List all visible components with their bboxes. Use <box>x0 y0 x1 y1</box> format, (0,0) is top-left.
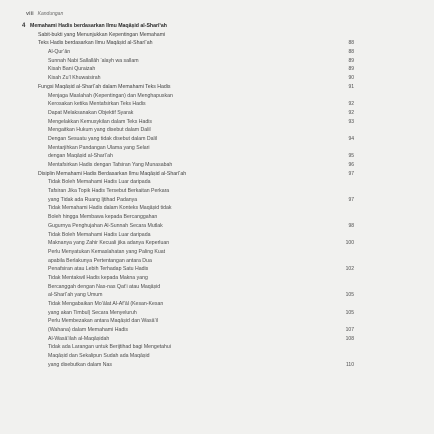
toc-entry <box>22 361 354 370</box>
table-of-contents <box>22 23 354 372</box>
toc-entry <box>22 259 330 266</box>
toc-entry-page: 93 <box>348 118 354 125</box>
toc-entry <box>22 153 354 161</box>
toc-entry-page: 102 <box>345 266 354 273</box>
toc-entry-number: 4 <box>22 23 26 29</box>
toc-entry <box>22 24 330 31</box>
toc-entry-title: Menjaga Maslahah (Kepentingan) dan Menghapuskan <box>48 92 173 99</box>
toc-entry-page: 91 <box>348 83 354 90</box>
toc-entry-title: Perlu Menyatukan Kemaslahatan yang Paling Kuat <box>48 248 166 255</box>
toc-entry-page: 107 <box>345 327 354 334</box>
toc-entry <box>22 240 354 248</box>
toc-entry-title: Fungsi Maqāṣid al-Sharī‘ah dalam Memahami Teks Hadis <box>38 83 171 90</box>
toc-entry-title: Mengelakkan Kemusykilan dalam Teks Hadis <box>48 118 152 125</box>
toc-entry-page: 92 <box>348 109 354 116</box>
toc-entry <box>22 276 330 283</box>
toc-entry <box>22 206 330 213</box>
toc-entry-page: 94 <box>348 135 354 142</box>
toc-entry-title: yang Tidak ada Ruang Ijtihad Padanya <box>48 196 138 203</box>
toc-entry <box>22 118 354 127</box>
toc-entry-title: Tidak Memahami Hadis dalam Konteks Maqāṣid tidak <box>48 205 172 212</box>
toc-entry <box>22 309 354 318</box>
toc-entry-page: 92 <box>348 101 354 108</box>
toc-entry <box>22 319 330 326</box>
toc-entry-title: Dapat Melaksanakan Objektif Syarak <box>48 109 134 116</box>
toc-entry-title: Maqāṣid dan Sekalipun Sudah ada Maqāṣid <box>48 353 150 360</box>
toc-entry <box>22 146 330 153</box>
toc-entry <box>22 335 354 344</box>
toc-entry-page: 96 <box>348 162 354 168</box>
toc-entry-page: 88 <box>348 49 354 56</box>
toc-entry <box>22 222 354 231</box>
toc-entry-title: Mentarjihkan Pandangan Ulama yang Selari <box>48 144 150 151</box>
toc-entry-title: Dengan Sesuatu yang tidak disebut dalam Dalil <box>48 135 158 142</box>
toc-entry <box>22 266 354 274</box>
toc-entry-title: dengan Maqāṣid al-Sharī‘ah <box>48 153 113 160</box>
toc-entry-page: 100 <box>345 240 354 247</box>
toc-entry-title: Tidak Mentakwil Hadis kepada Makna yang <box>48 274 148 281</box>
page-header <box>26 11 63 17</box>
toc-entry-title: Disiplin Memahami Hadis Berdasarkan Ilmu Maqāṣid al-Sharī‘ah <box>38 170 187 177</box>
toc-entry <box>22 40 354 48</box>
toc-entry <box>22 135 354 144</box>
toc-entry-title: Bercanggah dengan Nas-nas Qat’i atau Maqāṣid <box>48 283 161 290</box>
toc-entry-title: apabila Berlakunya Pertentangan antara Dua <box>48 257 152 264</box>
toc-entry <box>22 302 330 309</box>
toc-entry <box>22 109 354 118</box>
toc-entry <box>22 215 330 222</box>
toc-entry-title: Mengaitkan Hukum yang disebut dalam Dalil <box>48 127 151 134</box>
toc-entry-title: Gugurnya Penghujahan Al-Sunnah Secara Mutlak <box>48 222 163 229</box>
toc-entry-page: 105 <box>345 309 354 316</box>
toc-entry-title: Teks Hadis berdasarkan Ilmu Maqāṣid al-Sharī‘ah <box>38 40 153 47</box>
toc-entry <box>22 75 354 83</box>
toc-entry-title: Kisah Zu’l Khuwaisirah <box>48 75 101 82</box>
toc-entry-title: Al-Qur’ān <box>48 49 71 56</box>
toc-entry-title: Sunnah Nabi Sallallāh ‘alayh wa sallam <box>48 57 139 64</box>
toc-entry-page: 88 <box>348 40 354 47</box>
toc-entry-page: 90 <box>348 75 354 82</box>
toc-entry-title: Kisah Bani Quraizah <box>48 66 96 73</box>
toc-entry <box>22 327 354 335</box>
toc-entry <box>22 354 330 361</box>
toc-entry-title: Mentafsirkan Hadis dengan Tafsiran Yang Munasabah <box>48 162 173 168</box>
toc-entry-page: 95 <box>348 153 354 160</box>
toc-entry-title: Perlu Membezakan antara Maqāṣid dan Wasā’il <box>48 318 158 325</box>
toc-entry <box>22 233 330 240</box>
toc-entry-title: Tidak Mengabaikan Mo’ālat Al-Af’āl (Kesan-Kesan <box>48 301 164 307</box>
toc-entry <box>22 250 330 257</box>
toc-entry-page: 108 <box>345 335 354 342</box>
toc-entry <box>22 170 354 179</box>
toc-entry-title: Boleh hingga Membawa kepada Bercanggahan <box>48 214 158 221</box>
toc-entry-title: Tidak Boleh Memahami Hadis Luar daripada <box>48 231 151 238</box>
toc-entry-title: yang disebutkan dalam Nas <box>48 361 113 368</box>
toc-entry-title: Penafsiran atau Lebih Terhadap Satu Hadis <box>48 266 149 273</box>
toc-entry-title: Kerosakan ketika Mentafsirkan Teks Hadis <box>48 101 146 108</box>
toc-entry-page: 105 <box>345 292 354 299</box>
toc-entry <box>22 66 354 74</box>
toc-entry-page: 89 <box>348 57 354 64</box>
toc-entry-page: 98 <box>348 222 354 229</box>
toc-entry-title: Al-Wasā’ilah al-Maqāṣidah <box>48 335 110 342</box>
toc-entry-page: 97 <box>348 196 354 203</box>
toc-entry <box>22 292 354 300</box>
toc-entry-page: 89 <box>348 66 354 73</box>
toc-entry-page: 110 <box>346 361 354 368</box>
toc-entry-title: Maknanya yang Zahir Kecuali jika adanya Keperluan <box>48 240 170 247</box>
toc-entry <box>22 162 354 170</box>
toc-entry <box>22 196 354 205</box>
toc-entry <box>22 83 354 92</box>
toc-entry-title: Tafsiran Jika Topik Hadis Tersebut Berkaitan Perkara <box>48 188 170 195</box>
toc-entry <box>22 33 330 40</box>
page-number: viii <box>26 11 34 17</box>
toc-entry-title: Sabit-bukti yang Menunjukkan Kepentingan Memahami <box>38 31 166 38</box>
toc-entry <box>22 285 330 292</box>
toc-entry-page: 97 <box>348 170 354 177</box>
toc-entry-title: (Wahana) dalam Memahami Hadis <box>48 327 128 334</box>
toc-entry <box>22 189 330 196</box>
toc-entry <box>22 345 330 352</box>
toc-entry-title: Tidak ada Larangan untuk Berijtihad bagi Mengetahui <box>48 344 171 351</box>
toc-entry-title: Memahami Hadis berdasarkan Ilmu Maqāṣid al-Sharī‘ah <box>30 23 167 29</box>
toc-entry <box>22 101 354 109</box>
toc-entry-title: Tidak Boleh Memahami Hadis Luar daripada <box>48 179 151 186</box>
toc-entry <box>22 180 330 187</box>
toc-entry-title: yang akan Timbul) Secara Menyeluruh <box>48 309 137 316</box>
toc-entry <box>22 49 354 57</box>
running-title: Kandungan <box>37 11 64 17</box>
toc-entry-title: al-Sharī‘ah yang Umum <box>48 292 103 299</box>
toc-entry <box>22 94 330 101</box>
toc-entry <box>22 128 330 135</box>
toc-entry <box>22 57 354 66</box>
